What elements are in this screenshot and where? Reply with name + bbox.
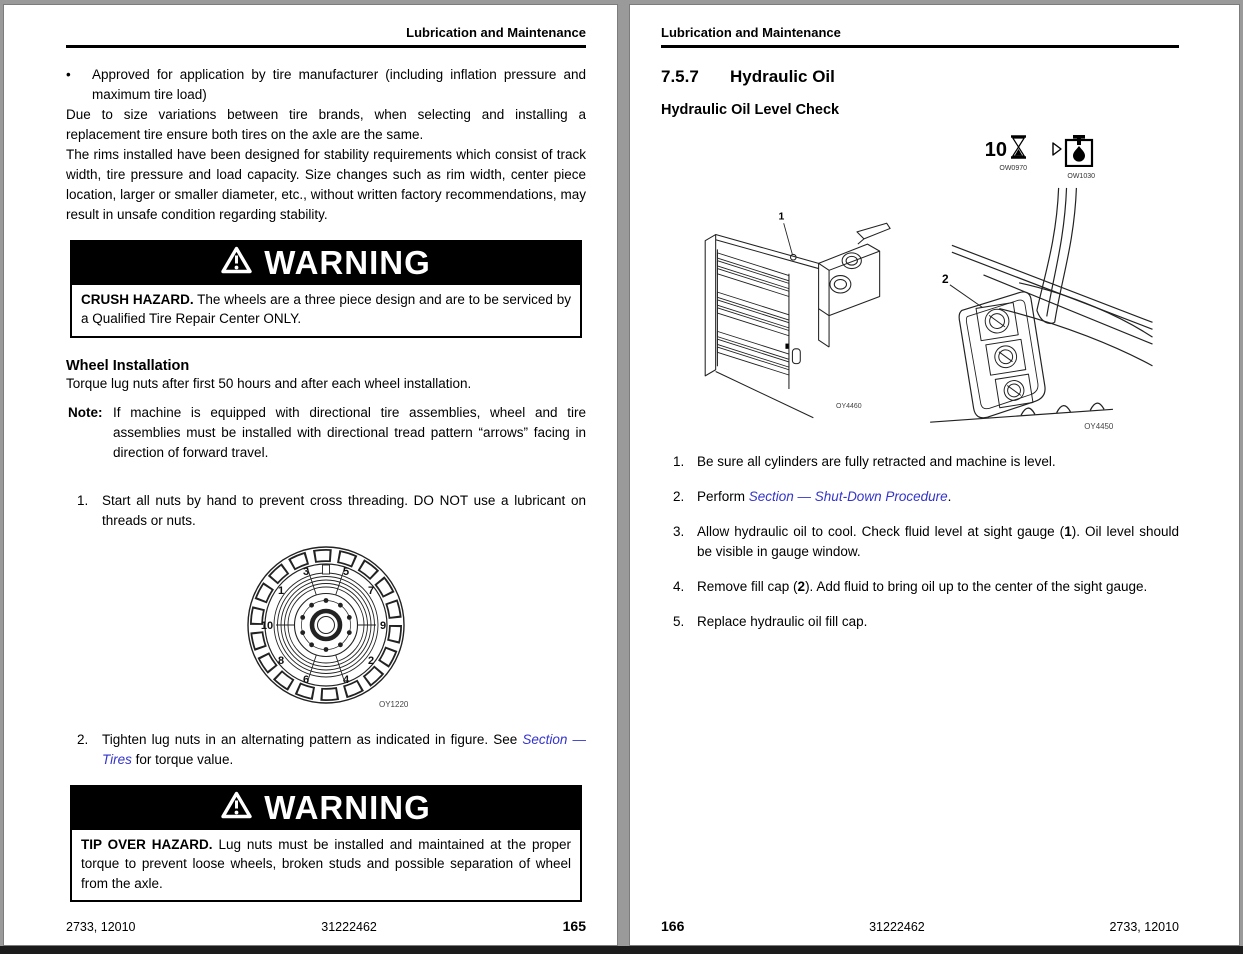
manual-spread — [3, 4, 1240, 946]
step-number: 1. — [673, 454, 685, 469]
icon-code: OW1030 — [1067, 173, 1095, 180]
step-text: Replace hydraulic oil fill cap. — [697, 613, 868, 629]
list-item-step4 — [661, 577, 1179, 597]
icon-code: OW0970 — [999, 165, 1027, 172]
section-tires-link[interactable]: Section — Tires — [102, 731, 587, 767]
callout-2: 2 — [942, 271, 949, 286]
page-footer — [66, 918, 586, 934]
wheel-figure — [66, 541, 586, 718]
step-text: Perform — [697, 488, 749, 504]
lug-number: 9 — [379, 619, 387, 632]
procedure-steps — [661, 452, 1179, 632]
service-interval-icons — [661, 135, 1179, 180]
bullet-item — [66, 65, 586, 105]
warning-body — [72, 285, 580, 336]
callout-reference: 2 — [797, 578, 806, 594]
shutdown-procedure-link[interactable]: Section — Shut-Down Procedure — [748, 488, 948, 504]
callout-1: 1 — [778, 211, 785, 223]
list-item-step5 — [661, 612, 1179, 632]
hydraulic-oil-fill-icon — [1051, 135, 1095, 172]
figure-code: OY1220 — [379, 699, 409, 709]
warning-lead: TIP OVER HAZARD. — [81, 836, 213, 852]
warning-body — [72, 830, 580, 901]
step-text: ). Oil level should be visible in gauge window. — [697, 523, 1179, 559]
step-number: 2. — [673, 488, 685, 504]
step-number: 4. — [673, 578, 685, 594]
lug-number: 5 — [342, 565, 350, 578]
lug-number: 8 — [277, 654, 285, 667]
section-heading — [661, 67, 1179, 87]
lug-number: 6 — [302, 673, 310, 686]
step-text: Remove fill cap ( — [697, 578, 798, 594]
lug-number: 3 — [302, 565, 310, 578]
running-header: Lubrication and Maintenance — [661, 25, 841, 40]
header-rule — [661, 45, 1179, 48]
lug-number: 4 — [342, 673, 350, 686]
footer-model: 2733, 12010 — [66, 920, 136, 934]
lug-number: 1 — [277, 584, 285, 597]
warning-box-crush — [70, 240, 582, 338]
sight-gauge-figure — [686, 184, 891, 436]
fill-cap-figure — [899, 184, 1154, 436]
step-number: 2. — [77, 731, 89, 747]
paragraph-torque: Torque lug nuts after first 50 hours and after each wheel installation. — [66, 375, 472, 391]
note-text: If machine is equipped with directional tire assemblies, wheel and tire assemblies must be installed with directional tread pattern “arrows” facing in direction of forward travel. — [113, 404, 586, 460]
warning-header — [72, 242, 580, 285]
footer-part-number: 31222462 — [869, 920, 925, 934]
running-header: Lubrication and Maintenance — [406, 25, 586, 40]
list-item-step2 — [661, 487, 1179, 507]
warning-triangle-icon — [221, 791, 252, 824]
section-number: 7.5.7 — [661, 67, 699, 86]
subsection-heading: Hydraulic Oil Level Check — [661, 102, 840, 118]
interval-icon-block — [985, 135, 1027, 180]
warning-title: WARNING — [264, 243, 431, 281]
step-text: Start all nuts by hand to prevent cross threading. DO NOT use a lubricant on threads or nuts. — [102, 492, 586, 528]
bullet-text: Approved for application by tire manufacturer (including inflation pressure and maximum tire load) — [92, 67, 586, 102]
warning-lead: CRUSH HAZARD. — [81, 291, 194, 307]
header-rule — [66, 45, 586, 48]
warning-text: The wheels are a three piece design and are to be serviced by a Qualified Tire Repair Center ONLY. — [81, 291, 572, 327]
warning-header — [72, 787, 580, 830]
list-item-step3 — [661, 522, 1179, 562]
hydraulic-oil-icon-block — [1051, 135, 1095, 180]
warning-title: WARNING — [264, 788, 431, 826]
paragraph-rim-stability: The rims installed have been designed for stability requirements which consist of track width, tire pressure and load capacity. Size changes such as rim width, center piece location, larger or smaller diameter, etc., without written factory recommendations, may result in unsafe condition regarding stability. — [66, 146, 586, 222]
step-number: 3. — [673, 523, 685, 539]
step-number: 1. — [77, 492, 89, 508]
warning-text: Lug nuts must be installed and maintained at the proper torque to prevent loose wheels, broken studs and possible separation of wheel from the axle. — [81, 836, 571, 891]
step-text: for torque value. — [131, 751, 234, 767]
paragraph-tire-sizes: Due to size variations between tire brands, when selecting and installing a replacement tire ensure both tires on the axle are the same. — [66, 106, 586, 142]
list-item-step1 — [66, 491, 586, 531]
figure-code: OY4450 — [1084, 422, 1114, 432]
step-text: Allow hydraulic oil to cool. Check fluid level at sight gauge ( — [697, 523, 1065, 539]
lug-number: 10 — [260, 619, 274, 632]
step-text: Be sure all cylinders are fully retracted and machine is level. — [697, 454, 1056, 469]
lug-number: 7 — [367, 584, 375, 597]
page-number: 165 — [562, 918, 586, 934]
heading-wheel-installation: Wheel Installation — [66, 357, 190, 374]
step-number: 5. — [673, 613, 685, 629]
hourglass-icon — [1010, 135, 1027, 164]
page-166 — [629, 4, 1240, 946]
page-footer — [661, 918, 1179, 934]
page-165 — [3, 4, 618, 946]
list-item-step2 — [66, 730, 586, 770]
step-text: ). Add fluid to bring oil up to the center of the sight gauge. — [805, 578, 1148, 594]
step-text: Tighten lug nuts in an alternating pattern as indicated in figure. See — [102, 731, 523, 747]
note-label: Note: — [68, 404, 103, 420]
page-number: 166 — [661, 918, 685, 934]
lug-number: 2 — [367, 654, 375, 667]
interval-value: 10 — [984, 138, 1007, 161]
section-title: Hydraulic Oil — [730, 67, 835, 86]
warning-triangle-icon — [221, 246, 252, 279]
footer-model: 2733, 12010 — [1109, 920, 1179, 934]
bottom-bar — [0, 946, 1243, 954]
figure-code: OY4460 — [836, 403, 862, 411]
bullet-icon: • — [66, 67, 71, 82]
list-item-step1 — [661, 452, 1179, 472]
callout-reference: 1 — [1064, 523, 1072, 539]
footer-part-number: 31222462 — [321, 920, 377, 934]
warning-box-tipover — [70, 785, 582, 903]
note-block — [66, 403, 586, 463]
lug-pattern-diagram — [230, 541, 422, 713]
step-text: . — [947, 488, 952, 504]
hydraulic-oil-figures — [661, 184, 1179, 436]
